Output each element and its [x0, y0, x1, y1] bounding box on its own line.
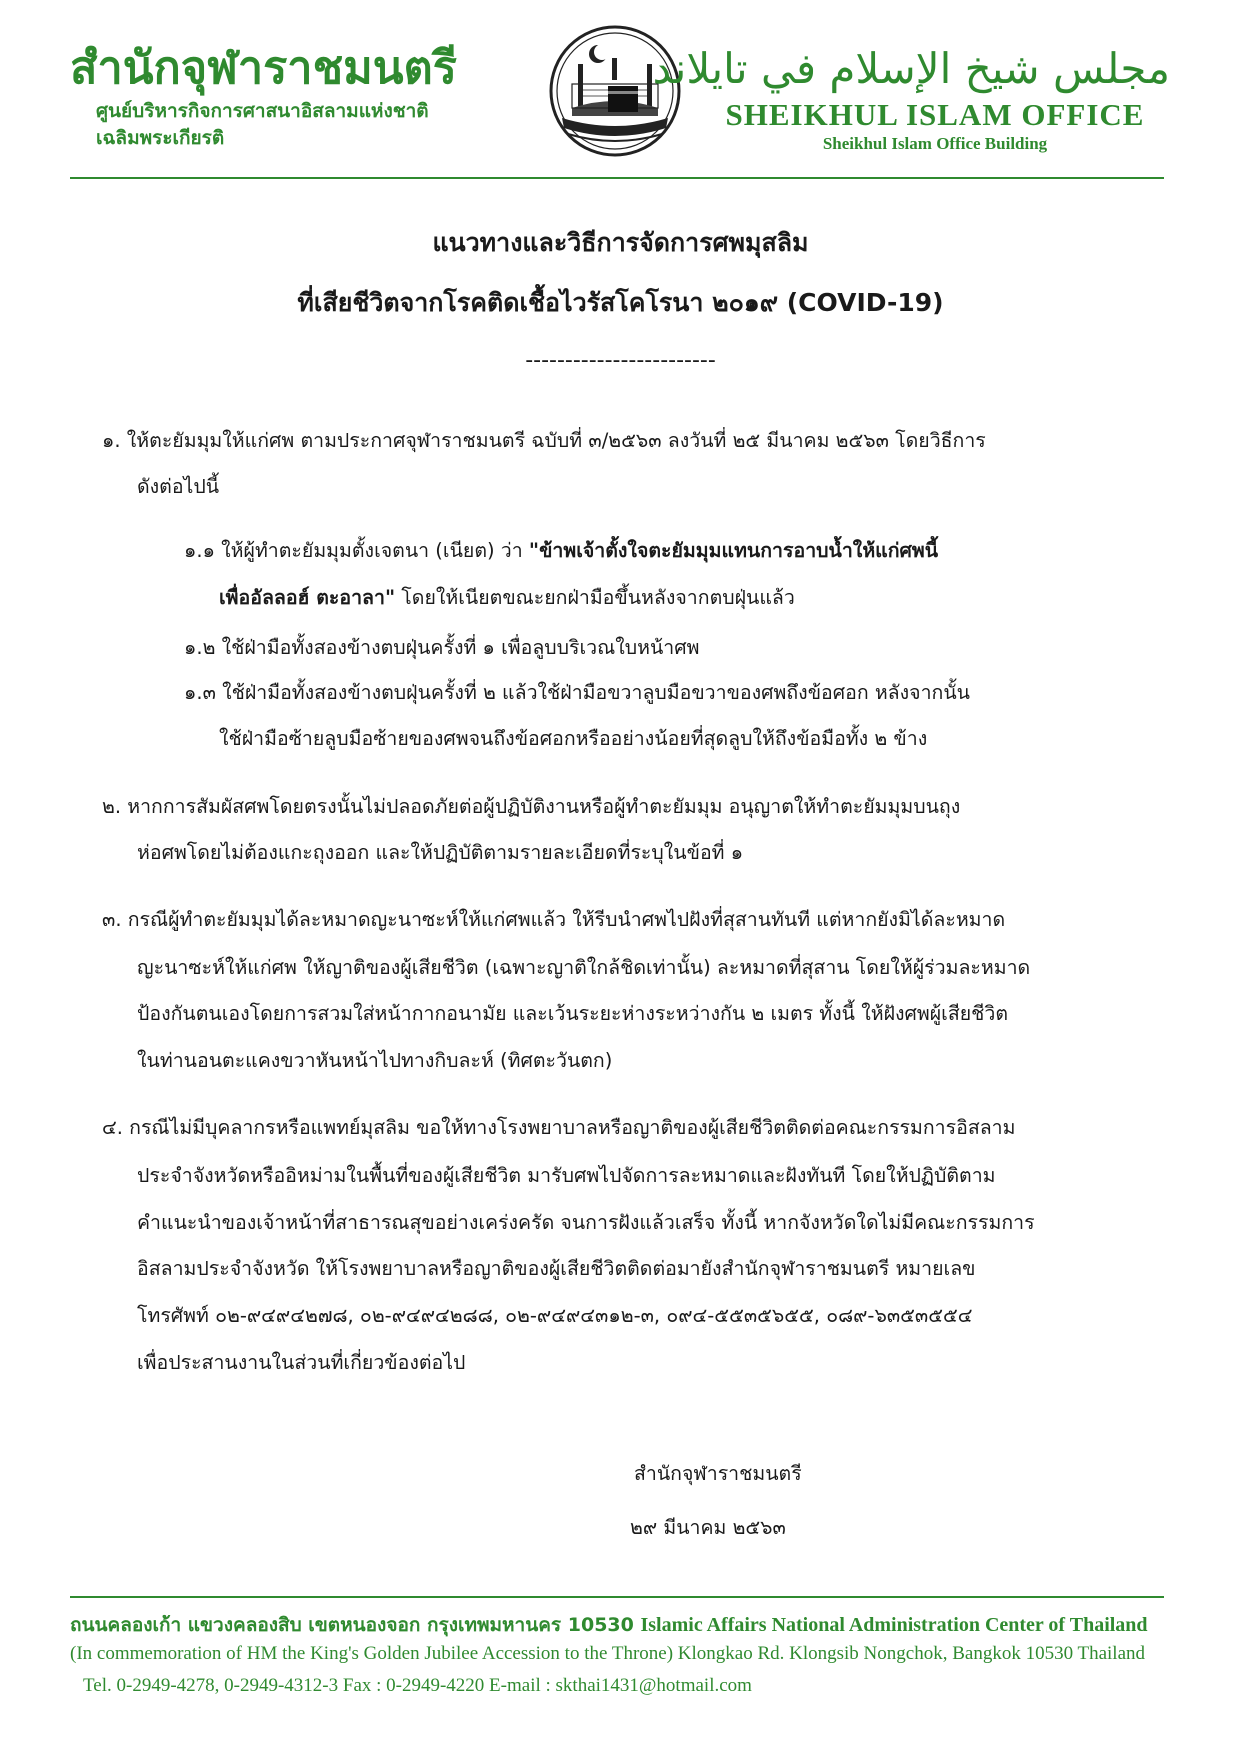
thai-office-subtitle: ศูนย์บริหารกิจการศาสนาอิสลามแห่งชาติ [96, 100, 429, 122]
paragraph-4-line-2: ประจำจังหวัดหรืออิหม่ามในพื้นที่ของผู้เสียชีวิต มารับศพไปจัดการละหมาดและฝังทันที โดยให้ปฏิบัติตาม [137, 1164, 996, 1187]
document-title-line-2: ที่เสียชีวิตจากโรคติดเชื้อไวรัสโคโรนา ๒๐๑๙ (COVID-19) [297, 288, 944, 317]
paragraph-3-line-1: ๓. กรณีผู้ทำตะยัมมุมได้ละหมาดญะนาซะห์ให้แก่ศพแล้ว ให้รีบนำศพไปฝังที่สุสานทันที แต่หากยังมิได้ละหมาด [102, 908, 1006, 931]
footer-divider [70, 1596, 1164, 1598]
paragraph-1-1-line-1 [184, 537, 938, 565]
paragraph-1-line-1: ๑. ให้ตะยัมมุมให้แก่ศพ ตามประกาศจุฬาราชมนตรี ฉบับที่ ๓/๒๕๖๓ ลงวันที่ ๒๕ มีนาคม ๒๕๖๓ โดยวิธีการ [102, 429, 986, 452]
document-title-line-1: แนวทางและวิธีการจัดการศพมุสลิม [432, 228, 809, 257]
paragraph-1-3-line-1: ๑.๓ ใช้ฝ่ามือทั้งสองข้างตบฝุ่นครั้งที่ ๒ แล้วใช้ฝ่ามือขวาลูบมือขวาของศพถึงข้อศอก หลังจากนั้น [184, 681, 970, 704]
paragraph-1-1-quote-end: เพื่ออัลลอฮ์ ตะอาลา" [219, 586, 396, 609]
header-divider [70, 177, 1164, 179]
paragraph-3-line-2: ญะนาซะห์ให้แก่ศพ ให้ญาติของผู้เสียชีวิต (เฉพาะญาติใกล้ชิดเท่านั้น) ละหมาดที่สุสาน โดยให้ผู้ร่วมละหมาด [137, 956, 1031, 979]
footer-commemoration-line: (In commemoration of HM the King's Golden Jubilee Accession to the Throne) Klongkao Rd. Klongsib Nongchok, Bangkok 10530 Thailand [70, 1643, 1146, 1664]
paragraph-1-2: ๑.๒ ใช้ฝ่ามือทั้งสองข้างตบฝุ่นครั้งที่ ๑ เพื่อลูบบริเวณใบหน้าศพ [184, 636, 700, 659]
thai-office-title: สำนักจุฬาราชมนตรี [70, 41, 457, 94]
english-office-subtitle: Sheikhul Islam Office Building [822, 134, 1048, 153]
paragraph-4-line-6: เพื่อประสานงานในส่วนที่เกี่ยวข้องต่อไป [137, 1351, 466, 1374]
letterhead-thai [70, 40, 520, 152]
thai-office-subtitle-2: เฉลิมพระเกียรติ [96, 127, 225, 149]
footer-center-name: Islamic Affairs National Administration Center of Thailand [640, 1614, 1148, 1636]
paragraph-3-line-4: ในท่านอนตะแคงขวาหันหน้าไปทางกิบละห์ (ทิศตะวันตก) [137, 1049, 613, 1072]
paragraph-1-3-line-2: ใช้ฝ่ามือซ้ายลูบมือซ้ายของศพจนถึงข้อศอกหรืออย่างน้อยที่สุดลูบให้ถึงข้อมือทั้ง ๒ ข้าง [219, 727, 928, 750]
footer-thai-address: ถนนคลองเก้า แขวงคลองสิบ เขตหนองจอก กรุงเทพมหานคร 10530 [70, 1614, 634, 1636]
paragraph-4-line-3: คำแนะนำของเจ้าหน้าที่สาธารณสุขอย่างเคร่งครัด จนการฝังแล้วเสร็จ ทั้งนี้ หากจังหวัดใดไม่มีคณะกรรมการ [137, 1211, 1035, 1234]
paragraph-1-1-quote: "ข้าพเจ้าตั้งใจตะยัมมุมแทนการอาบน้ำให้แก่ศพนี้ [528, 539, 939, 562]
arabic-office-title: مجلس شيخ الإسلام في تايلاند [652, 44, 1170, 93]
footer-address-line [70, 1610, 1148, 1640]
paragraph-1-1-line-2 [219, 584, 795, 612]
signature-date: ๒๙ มีนาคม ๒๕๖๓ [630, 1516, 786, 1539]
paragraph-1-1-text-end: โดยให้เนียตขณะยกฝ่ามือขึ้นหลังจากตบฝุ่นแล้ว [395, 586, 795, 609]
letterhead-english [652, 40, 1170, 156]
english-office-title: SHEIKHUL ISLAM OFFICE [725, 97, 1145, 132]
paragraph-3-line-3: ป้องกันตนเองโดยการสวมใส่หน้ากากอนามัย และเว้นระยะห่างระหว่างกัน ๒ เมตร ทั้งนี้ ให้ฝังศพผู้เสียชีวิต [137, 1002, 1009, 1025]
paragraph-4-line-4: อิสลามประจำจังหวัด ให้โรงพยาบาลหรือญาติของผู้เสียชีวิตติดต่อมายังสำนักจุฬาราชมนตรี หมายเลข [137, 1257, 976, 1280]
paragraph-2-line-1: ๒. หากการสัมผัสศพโดยตรงนั้นไม่ปลอดภัยต่อผู้ปฏิบัติงานหรือผู้ทำตะยัมมุม อนุญาตให้ทำตะยัมมุมบนถุง [102, 795, 961, 818]
footer-contact-line: Tel. 0-2949-4278, 0-2949-4312-3 Fax : 0-2949-4220 E-mail : skthai1431@hotmail.com [83, 1675, 752, 1696]
paragraph-4-line-5: โทรศัพท์ ๐๒-๙๔๙๔๒๗๘, ๐๒-๙๔๙๔๒๘๘, ๐๒-๙๔๙๔๓๑๒-๓, ๐๙๔-๕๕๓๕๖๕๕, ๐๘๙-๖๓๕๓๕๕๔ [137, 1304, 973, 1327]
title-separator: ------------------------ [525, 348, 716, 373]
paragraph-1-line-2: ดังต่อไปนี้ [137, 475, 220, 498]
paragraph-4-line-1: ๔. กรณีไม่มีบุคลากรหรือแพทย์มุสลิม ขอให้ทางโรงพยาบาลหรือญาติของผู้เสียชีวิตติดต่อคณะกรรมการอิสลาม [102, 1116, 1016, 1139]
signature-office: สำนักจุฬาราชมนตรี [634, 1462, 802, 1485]
paragraph-1-1-text: ๑.๑ ให้ผู้ทำตะยัมมุมตั้งเจตนา (เนียต) ว่า [184, 539, 529, 562]
paragraph-2-line-2: ห่อศพโดยไม่ต้องแกะถุงออก และให้ปฏิบัติตามรายละเอียดที่ระบุในข้อที่ ๑ [137, 841, 744, 864]
